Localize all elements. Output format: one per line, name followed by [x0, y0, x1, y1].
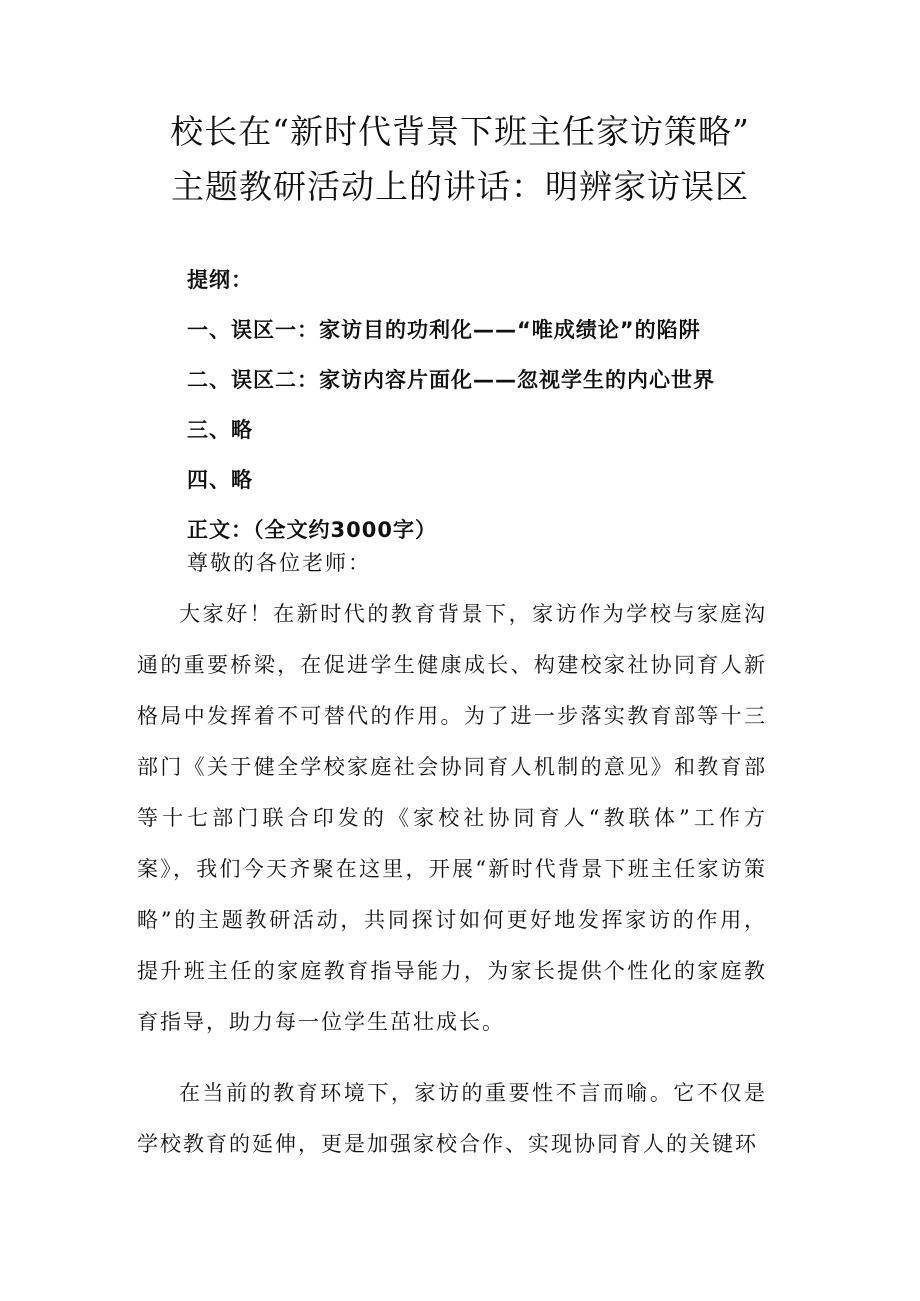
speech-body — [137, 538, 767, 1170]
title-line-2: 主题教研活动上的讲话：明辨家访误区 — [171, 167, 749, 206]
outline-item: 二、误区二：家访内容片面化——忽视学生的内心世界 — [187, 368, 715, 392]
title-line-1: 校长在“新时代背景下班主任家访策略” — [170, 112, 750, 151]
outline-item: 四、略 — [187, 468, 253, 492]
body-label: 正文：（全文约3000字） — [187, 518, 437, 542]
outline-list — [187, 255, 807, 555]
outline-item: 一、误区一：家访目的功利化——“唯成绩论”的陷阱 — [187, 318, 701, 342]
greeting: 尊敬的各位老师： — [187, 551, 371, 575]
paragraph: 大家好！在新时代的教育背景下，家访作为学校与家庭沟通的重要桥梁，在促进学生健康成长、构建校家社协同育人新格局中发挥着不可替代的作用。为了进一步落实教育部等十三部门《关于健全学校家庭社会协同育人机制的意见》和教育部等十七部门联合印发的《家校社协同育人“教联体”工作方案》，我们今天齐聚在这里，开展“新时代背景下班主任家访策略”的主题教研活动，共同探讨如何更好地发挥家访的作用，提升班主任的家庭教育指导能力，为家长提供个性化的家庭教育指导，助力每一位学生茁壮成长。 — [137, 602, 767, 1034]
paragraph: 在当前的教育环境下，家访的重要性不言而喻。它不仅是学校教育的延伸，更是加强家校合作、实现协同育人的关键环 — [137, 1081, 767, 1156]
outline-item: 三、略 — [187, 418, 253, 442]
document-title — [120, 104, 800, 214]
outline-label: 提纲： — [187, 268, 253, 292]
